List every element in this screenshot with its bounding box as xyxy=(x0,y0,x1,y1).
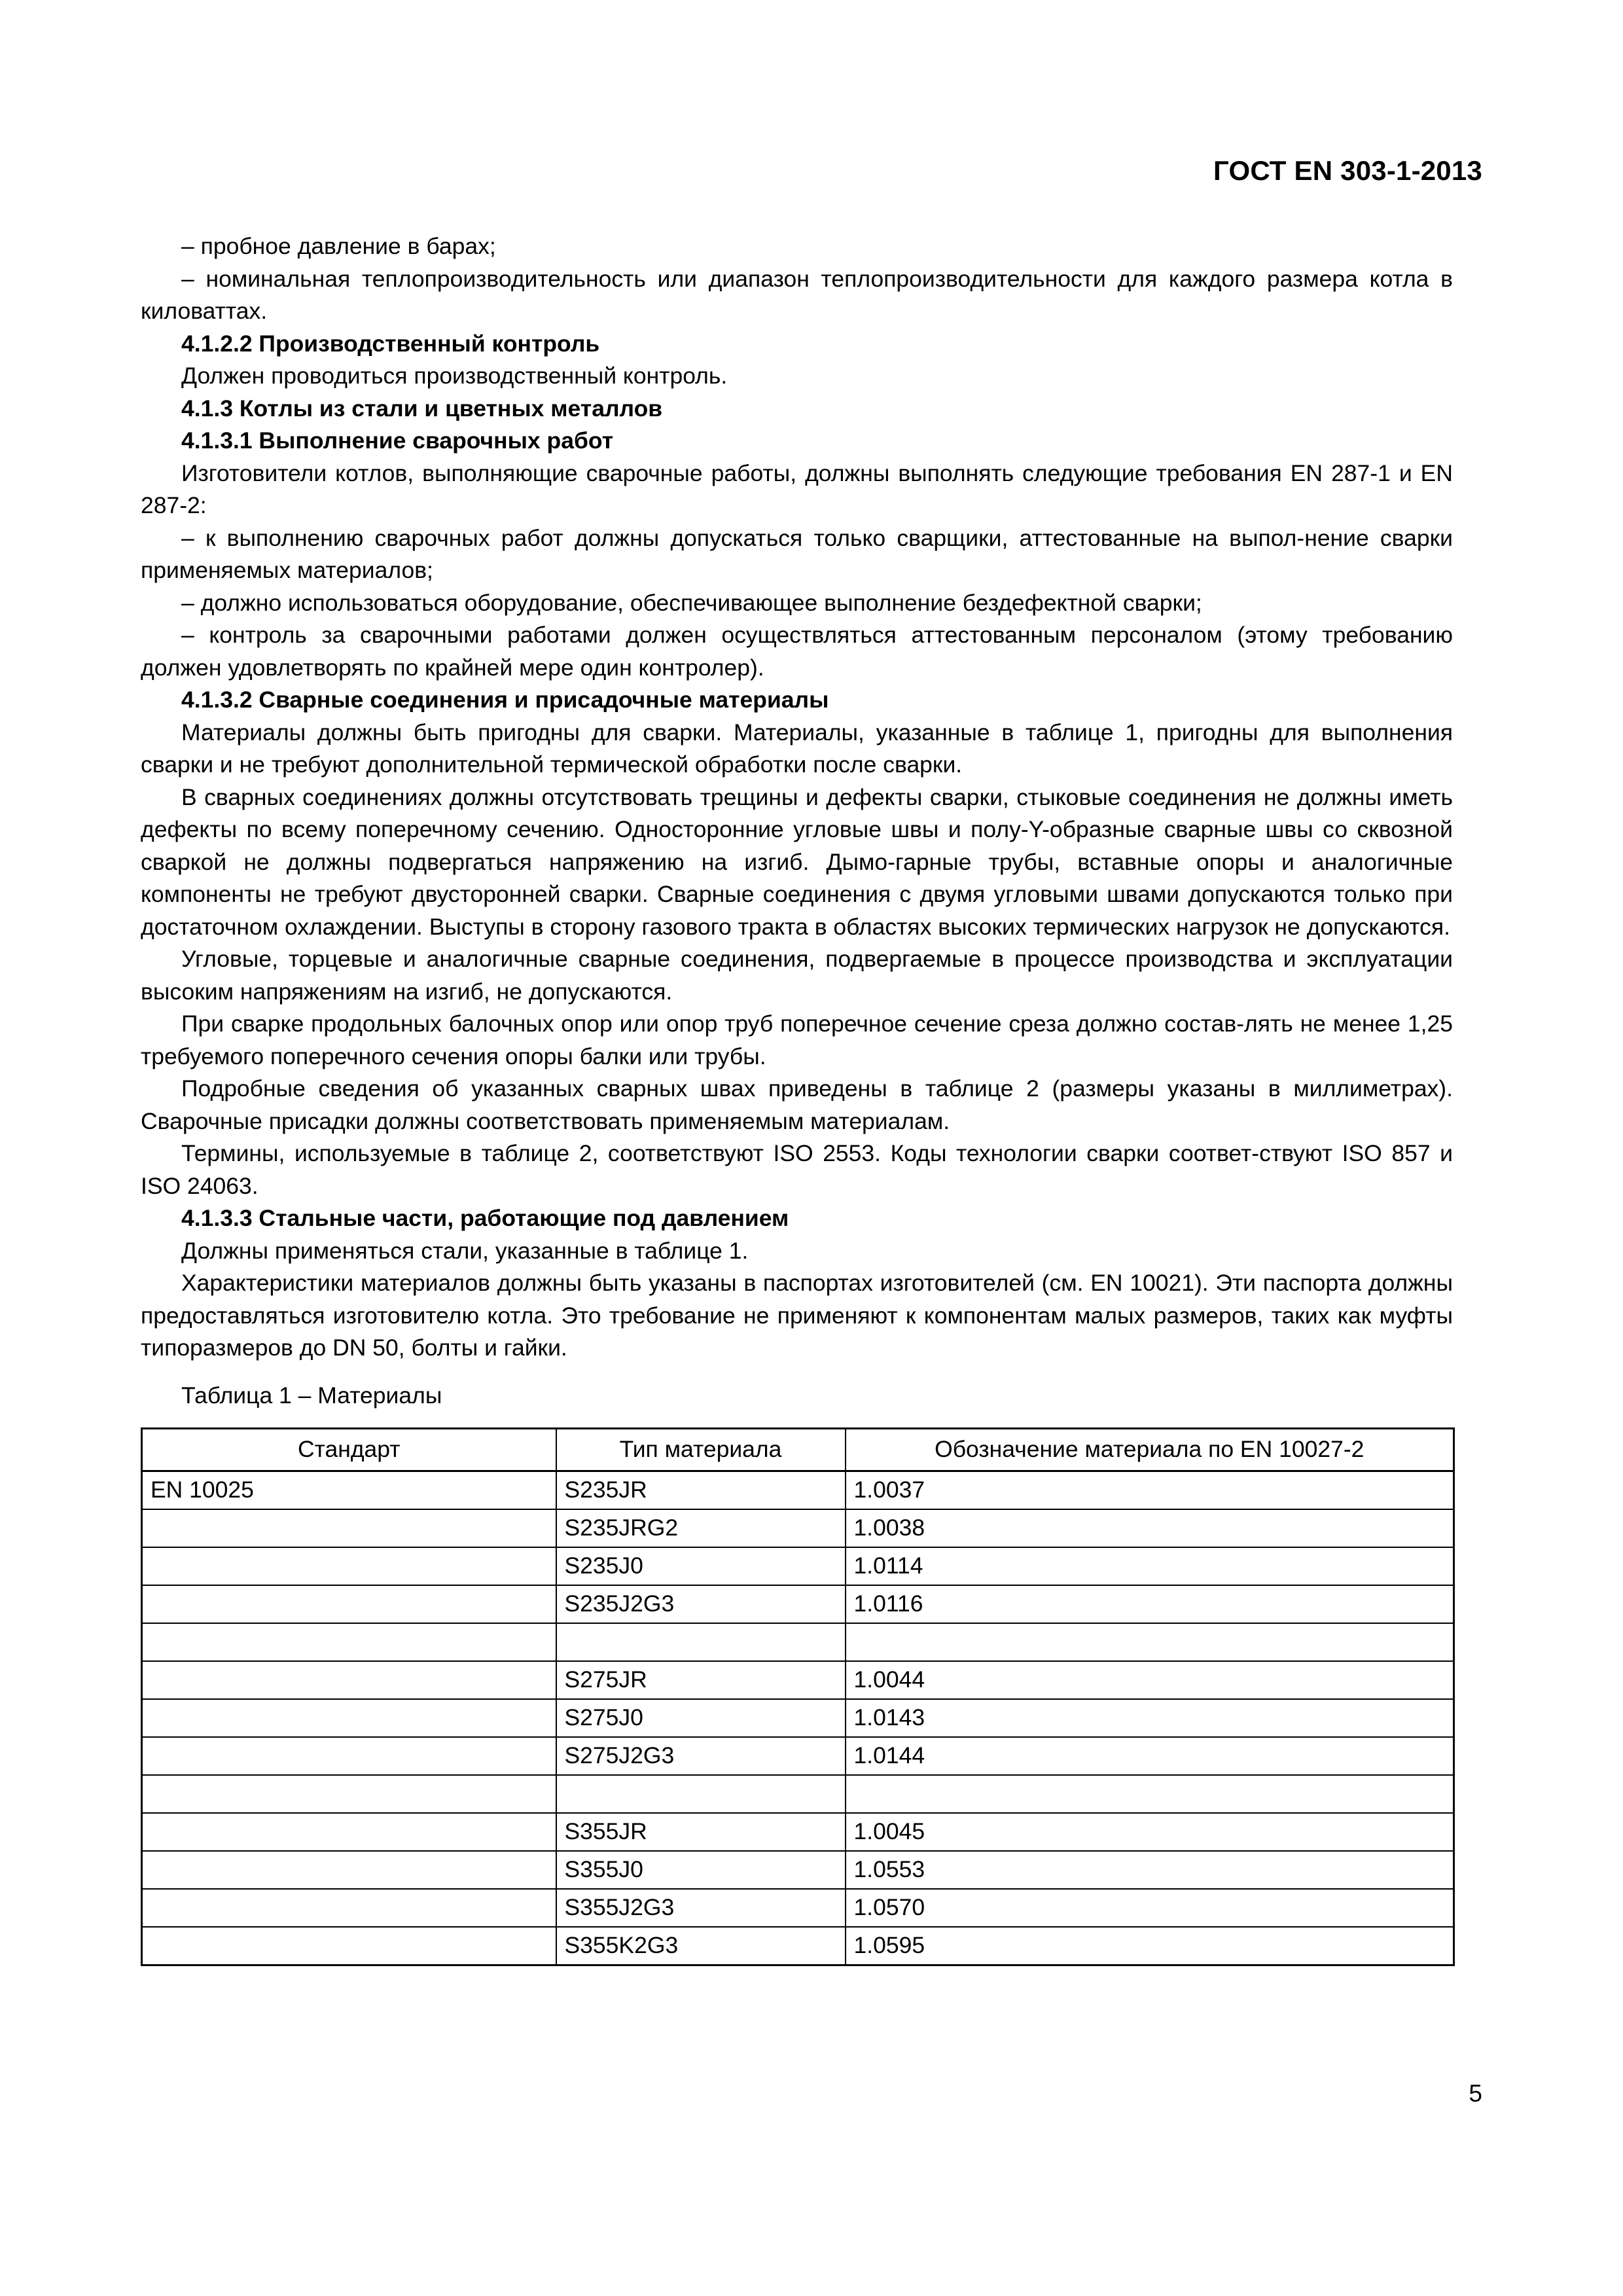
cell-material-designation xyxy=(846,1623,1454,1661)
table-row xyxy=(142,1661,1454,1699)
cell-material-designation: 1.0116 xyxy=(846,1585,1454,1623)
cell-standard: EN 10025 xyxy=(142,1471,556,1509)
cell-material-type: S235J2G3 xyxy=(556,1585,846,1623)
para-4-1-3-2-1: Материалы должны быть пригодны для сварки. Материалы, указанные в таблице 1, пригодны для выполнения сварки и не требуют дополнительной термической обработки после сварки. xyxy=(141,719,1453,778)
heading-4-1-3: 4.1.3 Котлы из стали и цветных металлов xyxy=(181,395,663,422)
cell-standard xyxy=(142,1661,556,1699)
cell-standard xyxy=(142,1547,556,1585)
heading-4-1-3-3: 4.1.3.3 Стальные части, работающие под давлением xyxy=(181,1205,789,1231)
table-row xyxy=(142,1851,1454,1889)
table-spacer-row xyxy=(142,1775,1454,1813)
column-header-material-type: Тип материала xyxy=(556,1428,846,1471)
cell-standard xyxy=(142,1585,556,1623)
table-row xyxy=(142,1889,1454,1927)
cell-standard xyxy=(142,1623,556,1661)
cell-material-type xyxy=(556,1775,846,1813)
para-4-1-3-1-intro: Изготовители котлов, выполняющие сварочные работы, должны выполнять следующие требования EN 287-1 и EN 287-2: xyxy=(141,459,1453,518)
document-body xyxy=(141,230,1453,1966)
cell-material-type: S355K2G3 xyxy=(556,1927,846,1965)
bullet-equipment: – должно использоваться оборудование, обеспечивающее выполнение бездефектной сварки; xyxy=(181,589,1202,616)
para-4-1-3-2-4: При сварке продольных балочных опор или опор труб поперечное сечение среза должно состав-лять не менее 1,25 требуемого поперечного сечения опоры балки или трубы. xyxy=(141,1011,1453,1069)
bullet-welders-qualified: – к выполнению сварочных работ должны допускаться только сварщики, аттестованные на выпол-нение сварки применяемых материалов; xyxy=(141,524,1453,583)
cell-material-designation: 1.0045 xyxy=(846,1813,1454,1851)
bullet-supervision: – контроль за сварочными работами должен осуществляться аттестованным персоналом (этому требованию должен удовлетворять по крайней мере один контролер). xyxy=(141,622,1453,681)
cell-material-type: S275JR xyxy=(556,1661,846,1699)
heading-4-1-3-2: 4.1.3.2 Сварные соединения и присадочные материалы xyxy=(181,687,829,713)
para-4-1-3-3-2: Характеристики материалов должны быть указаны в паспортах изготовителей (см. EN 10021). Эти паспорта должны предоставляться изготовителю котла. Это требование не применяют к компонентам малых размеров, таких как муфты типоразмеров до DN 50, болты и гайки. xyxy=(141,1270,1453,1361)
cell-material-designation: 1.0553 xyxy=(846,1851,1454,1889)
cell-material-designation: 1.0570 xyxy=(846,1889,1454,1927)
cell-material-type: S355JR xyxy=(556,1813,846,1851)
heading-4-1-2-2: 4.1.2.2 Производственный контроль xyxy=(181,330,600,357)
cell-standard xyxy=(142,1737,556,1775)
page-number: 5 xyxy=(1469,2080,1482,2107)
table-1-caption: Таблица 1 – Материалы xyxy=(181,1382,442,1408)
para-4-1-3-2-3: Угловые, торцевые и аналогичные сварные соединения, подвергаемые в процессе производства и эксплуатации высоким напряжениям на изгиб, не допускаются. xyxy=(141,946,1453,1005)
cell-material-designation: 1.0595 xyxy=(846,1927,1454,1965)
cell-material-type: S275J2G3 xyxy=(556,1737,846,1775)
table-row xyxy=(142,1471,1454,1509)
document-header: ГОСТ EN 303-1-2013 xyxy=(1213,155,1482,186)
cell-material-designation xyxy=(846,1775,1454,1813)
bullet-nominal-heat-output: – номинальная теплопроизводительность или диапазон теплопроизводительности для каждого размера котла в киловаттах. xyxy=(141,265,1453,324)
table-row xyxy=(142,1547,1454,1585)
cell-material-type: S235J0 xyxy=(556,1547,846,1585)
cell-material-type: S235JRG2 xyxy=(556,1509,846,1547)
table-row xyxy=(142,1699,1454,1737)
heading-4-1-3-1: 4.1.3.1 Выполнение сварочных работ xyxy=(181,427,614,454)
para-4-1-2-2: Должен проводиться производственный контроль. xyxy=(181,363,728,389)
cell-standard xyxy=(142,1889,556,1927)
cell-material-designation: 1.0114 xyxy=(846,1547,1454,1585)
cell-material-designation: 1.0143 xyxy=(846,1699,1454,1737)
para-4-1-3-2-6: Термины, используемые в таблице 2, соответствуют ISO 2553. Коды технологии сварки соответ-ствуют ISO 857 и ISO 24063. xyxy=(141,1140,1453,1199)
column-header-standard: Стандарт xyxy=(142,1428,556,1471)
table-row xyxy=(142,1509,1454,1547)
column-header-material-designation: Обозначение материала по EN 10027-2 xyxy=(846,1428,1454,1471)
cell-material-type: S355J2G3 xyxy=(556,1889,846,1927)
cell-standard xyxy=(142,1813,556,1851)
cell-material-designation: 1.0044 xyxy=(846,1661,1454,1699)
cell-standard xyxy=(142,1509,556,1547)
cell-material-designation: 1.0144 xyxy=(846,1737,1454,1775)
cell-material-type: S275J0 xyxy=(556,1699,846,1737)
cell-material-designation: 1.0037 xyxy=(846,1471,1454,1509)
materials-table xyxy=(141,1427,1455,1966)
cell-standard xyxy=(142,1851,556,1889)
cell-material-designation: 1.0038 xyxy=(846,1509,1454,1547)
para-4-1-3-2-5: Подробные сведения об указанных сварных швах приведены в таблице 2 (размеры указаны в миллиметрах). Сварочные присадки должны соответствовать применяемым материалам. xyxy=(141,1075,1453,1134)
para-4-1-3-3-1: Должны применяться стали, указанные в таблице 1. xyxy=(181,1237,749,1264)
table-spacer-row xyxy=(142,1623,1454,1661)
materials-table-head xyxy=(142,1428,1454,1471)
table-header-row xyxy=(142,1428,1454,1471)
table-row xyxy=(142,1927,1454,1965)
cell-material-type: S355J0 xyxy=(556,1851,846,1889)
cell-standard xyxy=(142,1927,556,1965)
cell-material-type: S235JR xyxy=(556,1471,846,1509)
cell-standard xyxy=(142,1699,556,1737)
table-row xyxy=(142,1585,1454,1623)
cell-material-type xyxy=(556,1623,846,1661)
bullet-test-pressure: – пробное давление в барах; xyxy=(181,233,496,259)
para-4-1-3-2-2: В сварных соединениях должны отсутствовать трещины и дефекты сварки, стыковые соединения не должны иметь дефекты по всему поперечному сечению. Односторонние угловые швы и полу-Y-образные сварные швы со сквозной сваркой не должны подвергаться напряжению на изгиб. Дымо-гарные трубы, вставные опоры и аналогичные компоненты не требуют двусторонней сварки. Сварные соединения с двумя угловыми швами допускаются только при достаточном охлаждении. Выступы в сторону газового тракта в областях высоких термических нагрузок не допускаются. xyxy=(141,783,1453,940)
materials-table-body xyxy=(142,1471,1454,1965)
table-row xyxy=(142,1813,1454,1851)
cell-standard xyxy=(142,1775,556,1813)
table-row xyxy=(142,1737,1454,1775)
